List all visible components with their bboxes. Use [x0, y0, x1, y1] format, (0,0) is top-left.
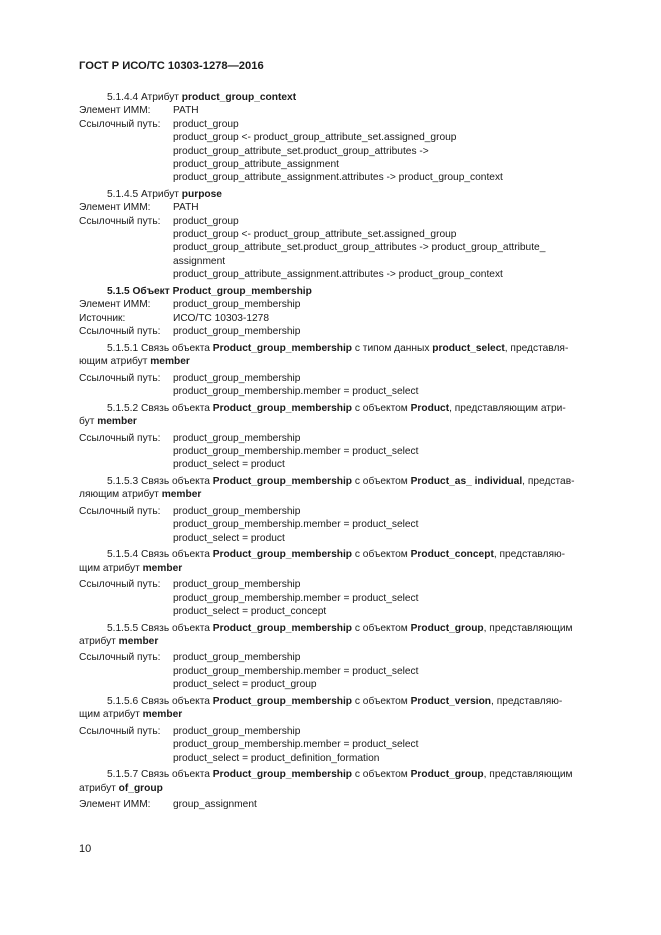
paragraph-5-1-5-5: 5.1.5.5 Связь объекта Product_group_membership с объектом Product_group, представляющим	[107, 622, 573, 634]
path-line: product_select = product	[173, 459, 285, 471]
path-line: product_group_attribute_assignment.attributes -> product_group_context	[173, 269, 503, 281]
path-line: product_group_membership.member = product_select	[173, 739, 419, 751]
paragraph-5-1-5-2: 5.1.5.2 Связь объекта Product_group_membership с объектом Product, представляющим атри-	[107, 402, 566, 414]
page-number: 10	[79, 843, 92, 855]
paragraph-5-1-5-1: 5.1.5.1 Связь объекта Product_group_membership с типом данных product_select, представля-	[107, 342, 569, 354]
path-line: assignment	[173, 255, 226, 267]
ref-path-row: Ссылочный путь: product_group	[79, 118, 239, 130]
source-row: Источник: ИСО/ТС 10303-1278	[79, 312, 270, 324]
ref-path-row: Ссылочный путь: product_group_membership	[79, 505, 301, 517]
path-line: product_select = product	[173, 532, 285, 544]
path-line: product_group_attribute_assignment	[173, 158, 339, 170]
element-row: Элемент ИММ: PATH	[79, 202, 199, 214]
section-heading-5-1-4-4: 5.1.4.4 Атрибут product_group_context	[107, 92, 297, 103]
paragraph-continuation: атрибут of_group	[79, 782, 163, 794]
paragraph-continuation: щим атрибут member	[79, 709, 183, 721]
path-line: product_group_membership.member = product_select	[173, 519, 419, 531]
path-line: product_group_attribute_set.product_group_attributes -> product_group_attribute_	[173, 242, 546, 254]
element-row: Элемент ИММ: product_group_membership	[79, 299, 301, 311]
element-row: Элемент ИММ: group_assignment	[79, 799, 257, 811]
paragraph-5-1-5-6: 5.1.5.6 Связь объекта Product_group_membership с объектом Product_version, представляю-	[107, 695, 563, 707]
path-line: product_select = product_group	[173, 679, 317, 691]
path-line: product_group_membership.member = product_select	[173, 385, 419, 397]
paragraph-continuation: бут member	[79, 415, 137, 427]
path-line: product_select = product_definition_formation	[173, 752, 380, 764]
ref-path-row: Ссылочный путь: product_group_membership	[79, 579, 301, 591]
page-header: ГОСТ Р ИСО/ТС 10303-1278—2016	[79, 60, 264, 72]
path-line: product_group_attribute_assignment.attributes -> product_group_context	[173, 172, 503, 184]
section-heading-5-1-4-5: 5.1.4.5 Атрибут purpose	[107, 188, 222, 200]
ref-path-row: Ссылочный путь: product_group_membership	[79, 326, 301, 338]
paragraph-5-1-5-3: 5.1.5.3 Связь объекта Product_group_membership с объектом Product_as_ individual, представ-	[107, 475, 575, 487]
path-line: product_group <- product_group_attribute_set.assigned_group	[173, 229, 457, 241]
paragraph-5-1-5-7: 5.1.5.7 Связь объекта Product_group_membership с объектом Product_group, представляющим	[107, 769, 573, 781]
ref-path-row: Ссылочный путь: product_group_membership	[79, 432, 301, 444]
ref-path-row: Ссылочный путь: product_group	[79, 215, 239, 227]
paragraph-continuation: ляющим атрибут member	[79, 489, 202, 501]
paragraph-5-1-5-4: 5.1.5.4 Связь объекта Product_group_membership с объектом Product_concept, представляю-	[107, 549, 566, 561]
ref-path-row: Ссылочный путь: product_group_membership	[79, 652, 301, 664]
ref-path-row: Ссылочный путь: product_group_membership	[79, 725, 301, 737]
path-line: product_group_membership.member = product_select	[173, 665, 419, 677]
path-line: product_group_membership.member = product_select	[173, 445, 419, 457]
path-line: product_group <- product_group_attribute_set.assigned_group	[173, 132, 457, 144]
path-line: product_group_attribute_set.product_group_attributes ->	[173, 145, 429, 157]
paragraph-continuation: ющим атрибут member	[79, 355, 190, 367]
path-line: product_select = product_concept	[173, 605, 327, 617]
paragraph-continuation: щим атрибут member	[79, 562, 183, 574]
ref-path-row: Ссылочный путь: product_group_membership	[79, 372, 301, 384]
paragraph-continuation: атрибут member	[79, 635, 159, 647]
path-line: product_group_membership.member = product_select	[173, 592, 419, 604]
element-row: Элемент ИММ: PATH	[79, 105, 199, 117]
section-heading-5-1-5: 5.1.5 Объект Product_group_membership	[107, 285, 312, 297]
document-body	[79, 91, 615, 812]
